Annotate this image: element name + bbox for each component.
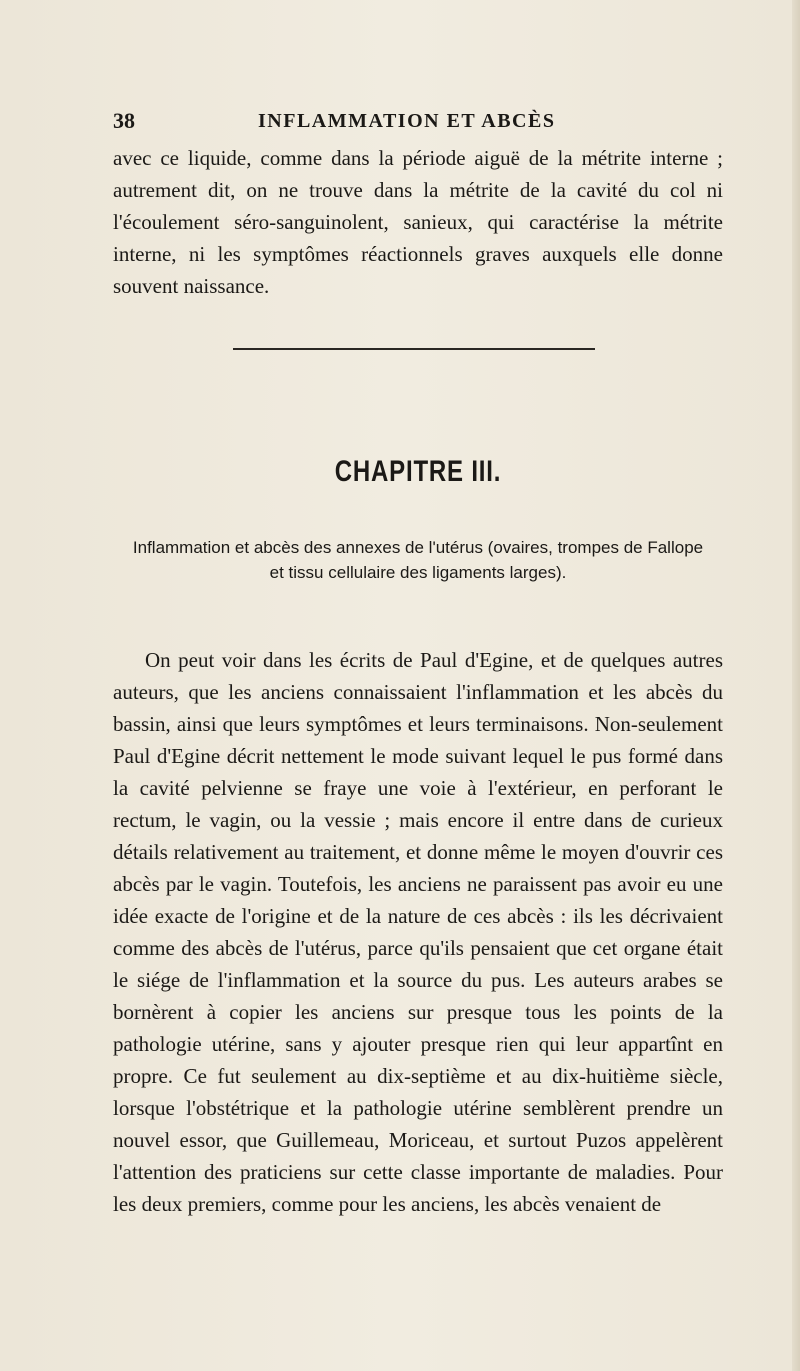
chapter-subtitle-line-2: et tissu cellulaire des ligaments larges). [269,563,567,582]
page-edge [792,0,800,1371]
page-number: 38 [113,108,135,133]
chapter-subtitle-line-1: Inflammation et abcès des annexes de l'utérus (ovaires, trompes de Fallope [132,538,704,557]
paragraph-top: avec ce liquide, comme dans la période aiguë de la métrite interne ; autrement dit, on ne trouve dans la métrite de la cavité du col ni l'écoulement séro-sanguinolent, sanieux, qui caractérise la métrite interne, ni les symptômes réactionnels graves auxquels elle donne souvent naissance. [113,146,723,298]
chapter-title: CHAPITRE III. [334,455,502,488]
running-header [113,108,723,138]
running-title: INFLAMMATION ET ABCÈS [258,110,556,132]
section-divider [233,348,595,350]
chapter-subtitle [113,535,723,585]
paragraph-main: On peut voir dans les écrits de Paul d'Egine, et de quelques autres auteurs, que les anciens connaissaient l'inflammation et les abcès du bassin, ainsi que leurs symptômes et leurs terminaisons. Non-seulement Paul d'Egine décrit nettement le mode suivant lequel le pus formé dans la cavité pelvienne se fraye une voie à l'extérieur, en perforant le rectum, le vagin, ou la vessie ; mais encore il entre dans de curieux détails relativement au traitement, et donne même le moyen d'ouvrir ces abcès par le vagin. Toutefois, les anciens ne paraissent pas avoir eu une idée exacte de l'origine et de la nature de ces abcès : ils les décrivaient comme des abcès de l'utérus, parce qu'ils pensaient que cet organe était le siége de l'inflammation et la source du pus. Les auteurs arabes se bornèrent à copier les anciens sur presque tous les points de la pathologie utérine, sans y ajouter presque rien qui leur appartînt en propre. Ce fut seulement au dix-septième et au dix-huitième siècle, lorsque l'obstétrique et la pathologie utérine semblèrent prendre un nouvel essor, que Guillemeau, Moriceau, et surtout Puzos appelèrent l'attention des praticiens sur cette classe importante de maladies. Pour les deux premiers, comme pour les anciens, les abcès venaient de [113,648,723,1216]
